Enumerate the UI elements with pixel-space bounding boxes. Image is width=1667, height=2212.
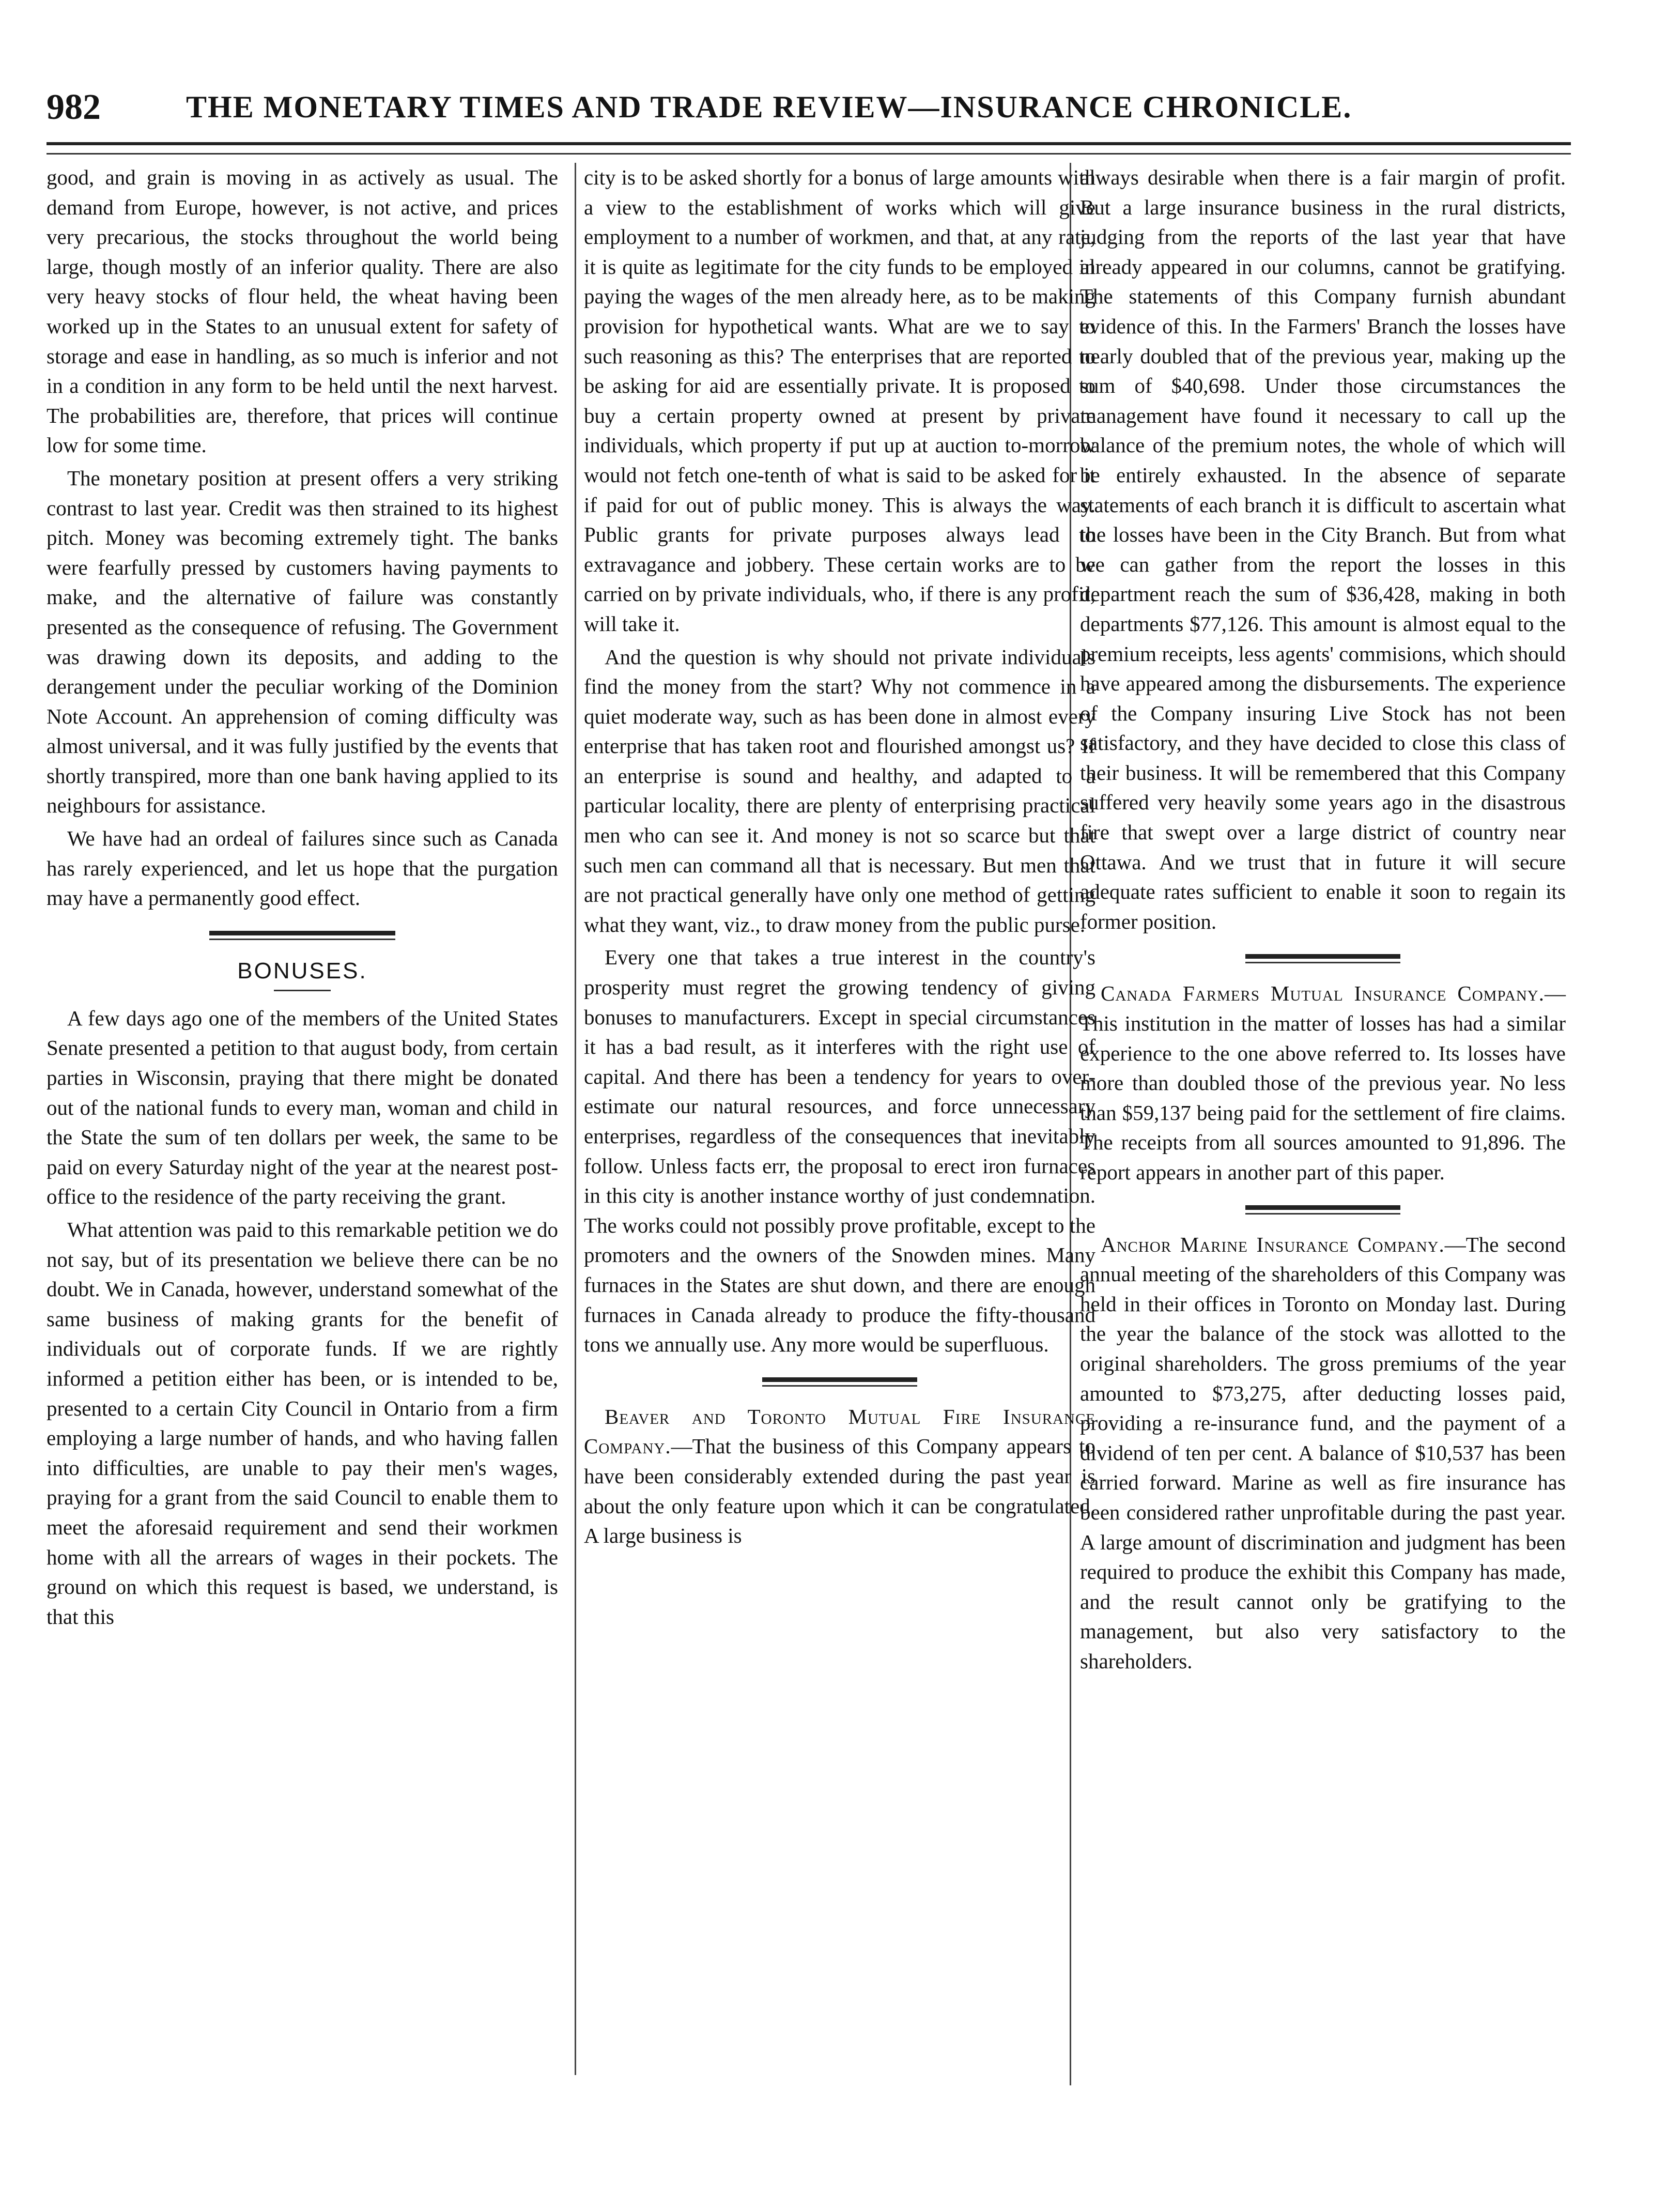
- column-2: [584, 163, 1095, 1551]
- article-title: Canada Farmers Mutual Insurance Company.: [1101, 981, 1545, 1006]
- section-rule: [1245, 954, 1400, 963]
- section-rule: [1245, 1205, 1400, 1215]
- article-beaver-toronto: [584, 1402, 1095, 1551]
- paragraph: A few days ago one of the members of the United States Senate presented a petition to that august body, from certain parties in Wisconsin, praying that there might be donated out of the national funds to every man, woman and child in the State the sum of ten dollars per week, the same to be paid on every Saturday night of the year at the nearest post-office to the residence of the party receiving the grant.: [47, 1006, 558, 1209]
- column-divider: [575, 163, 576, 2075]
- page-header: [47, 83, 1571, 132]
- article-canada-farmers: [1080, 979, 1566, 1187]
- article-title: Beaver and Toronto Mutual Fire Insurance Company.: [584, 1404, 1095, 1458]
- paragraph: What attention was paid to this remarkable petition we do not say, but of its presentation we believe there can be no doubt. We in Canada, however, understand somewhat of the same business of making grants for the benefit of individuals out of corporate funds. If we are rightly informed a petition either has been, or is intended to be, presented to a certain City Council in Ontario from a firm employing a large number of hands, and who having fallen into difficulties, are unable to pay their men's wages, praying for a grant from the said Council to enable them to meet the aforesaid requirement and send their workmen home with all the arrears of wages in their pockets. The ground on which this request is based, we understand, is that this: [47, 1218, 558, 1629]
- column-3: [1080, 163, 1566, 1677]
- article-anchor-marine: [1080, 1230, 1566, 1677]
- running-title: THE MONETARY TIMES AND TRADE REVIEW—INSURANCE CHRONICLE.: [186, 90, 1352, 124]
- column-1: [47, 163, 558, 1632]
- article-text: —The second annual meeting of the shareholders of this Company was held in their offices in Toronto on Monday last. During the year the balance of the stock was allotted to the original shareholders. The gross premiums of the year amounted to $73,275, after deducting losses paid, providing a re-insurance fund, and the payment of a dividend of ten per cent. A balance of $10,537 has been carried forward. Marine as well as fire insurance has been considered rather unprofitable during the past year. A large amount of discrimination and judgment has been required to produce the exhibit this Company has made, and the result cannot only be gratifying to the management, but also very satisfactory to the shareholders.: [1080, 1232, 1566, 1673]
- section-heading: BONUSES.: [237, 958, 367, 984]
- paragraph: The monetary position at present offers a very striking contrast to last year. Credit was then strained to its highest pitch. Money was becoming extremely tight. The banks were fearfully pressed by customers having payments to make, and the alternative of failure was constantly presented as the consequence of refusing. The Government was drawing down its deposits, and adding to the derangement under the peculiar working of the Dominion Note Account. An apprehension of coming difficulty was almost universal, and it was fully justified by the events that shortly transpired, more than one bank having applied to its neighbours for assistance.: [47, 466, 558, 818]
- paragraph: always desirable when there is a fair margin of profit. But a large insurance business in the rural districts, judging from the reports of the last year that have already appeared in our columns, cannot be gratifying. The statements of this Company furnish abundant evidence of this. In the Farmers' Branch the losses have nearly doubled that of the previous year, making up the sum of $40,698. Under those circumstances the management have found it necessary to call up the balance of the premium notes, the whole of which will be entirely exhausted. In the absence of separate statements of each branch it is difficult to ascertain what the losses have been in the City Branch. But from what we can gather from the report the losses in this department reach the sum of $36,428, making in both departments $77,126. This amount is almost equal to the premium receipts, less agents' commisions, which should have appeared among the disbursements. The experience of the Company insuring Live Stock has not been satisfactory, and they have decided to close this class of their business. It will be remembered that this Company suffered very heavily some years ago in the disastrous fire that swept over a large district of country near Ottawa. And we trust that in future it will secure adequate rates sufficient to enable it soon to regain its former position.: [1080, 165, 1566, 933]
- section-rule: [209, 931, 395, 940]
- paragraph: Every one that takes a true interest in the country's prosperity must regret the growing tendency of giving bonuses to manufacturers. Except in special circumstances it has a bad result, as it interferes with the right use of capital. And there has been a tendency for years to over-estimate our natural resources, and force unnecessary enterprises, regardless of the consequences that inevitably follow. Unless facts err, the proposal to erect iron furnaces in this city is another instance worthy of just condemnation. The works could not possibly prove profitable, except to the promoters and the owners of the Snowden mines. Many furnaces in the States are shut down, and there are enough furnaces in Canada already to produce the fifty-thousand tons we annually use. Any more would be superfluous.: [584, 945, 1095, 1357]
- header-rule-thin: [47, 153, 1571, 155]
- paragraph: city is to be asked shortly for a bonus of large amounts with a view to the establishment of works which will give employment to a number of workmen, and that, at any rate, it is quite as legitimate for the city funds to be employed in paying the wages of the men already here, as to be making provision for hypothetical wants. What are we to say to such reasoning as this? The enterprises that are reported to be asking for aid are essentially private. It is proposed to buy a certain property owned at present by private individuals, which property if put up at auction to-morrow would not fetch one-tenth of what is said to be asked for it if paid for out of public money. This is always the way. Public grants for private purposes always lead to extravagance and jobbery. These certain works are to be carried on by private individuals, who, if there is any profit, will take it.: [584, 165, 1095, 636]
- header-rule: [47, 142, 1571, 145]
- section-rule: [762, 1377, 917, 1387]
- paragraph: good, and grain is moving in as actively as usual. The demand from Europe, however, is not active, and prices very precarious, the stocks throughout the world being large, though mostly of an inferior quality. There are also very heavy stocks of flour held, the wheat having been worked up in the States to an unusual extent for safety of storage and ease in handling, as so much is inferior and not in a condition in any form to be held until the next harvest. The probabilities are, therefore, that prices will continue low for some time.: [47, 165, 558, 457]
- heading-underline: [274, 990, 331, 991]
- article-text: —This institution in the matter of losses has had a similar experience to the one above referred to. Its losses have more than doubled those of the previous year. No less than $59,137 being paid for the settlement of fire claims. The receipts from all sources amounted to 91,896. The report appears in another part of this paper.: [1080, 981, 1566, 1184]
- paragraph: And the question is why should not private individuals find the money from the start? Why not commence in a quiet moderate way, such as has been done in almost every enterprise that has taken root and flourished amongst us? If an enterprise is sound and healthy, and adapted to a particular locality, there are plenty of enterprising practical men who can see it. And money is not so scarce but that such men can command all that is necessary. But men that are not practical generally have only one method of getting what they want, viz., to draw money from the public purse.: [584, 644, 1095, 936]
- article-text: —That the business of this Company appears to have been considerably extended during the past year is about the only feature upon which it can be congratulated. A large business is: [584, 1434, 1095, 1548]
- page-number: 982: [47, 87, 101, 127]
- article-title: Anchor Marine Insurance Company.: [1101, 1232, 1445, 1256]
- paragraph: We have had an ordeal of failures since such as Canada has rarely experienced, and let us hope that the purgation may have a permanently good effect.: [47, 826, 558, 910]
